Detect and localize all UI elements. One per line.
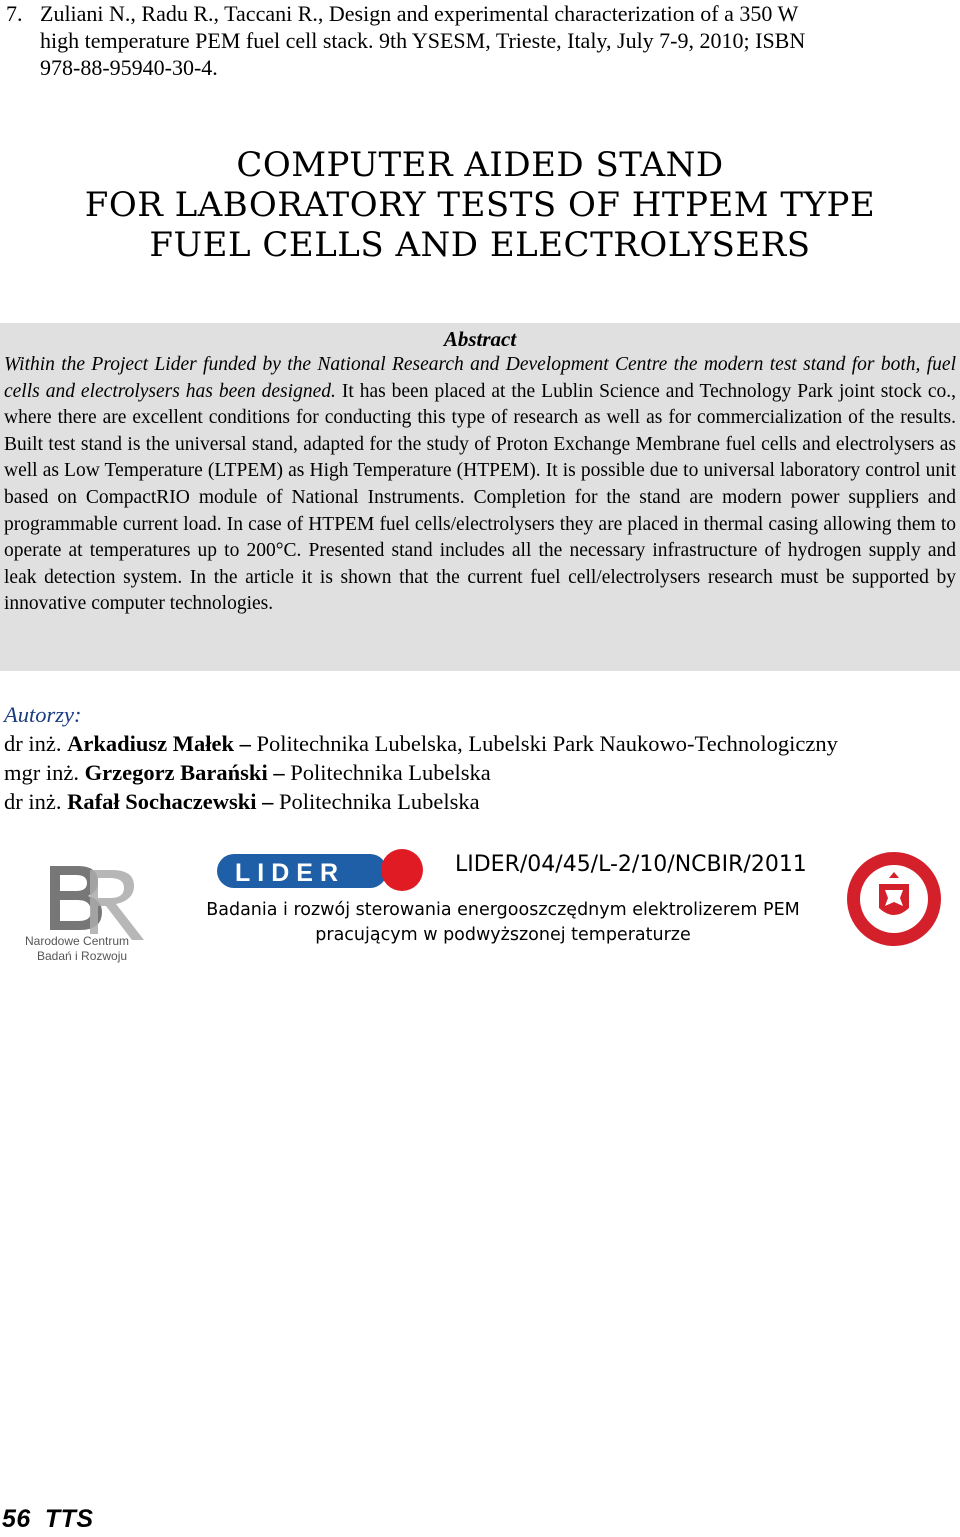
abstract-sentence: In the article it is shown that the current fuel cell/electrolysers research must be supported by innovative computer technologies. (4, 566, 956, 615)
author-title: dr inż. (4, 789, 68, 814)
ncbr-logo-mark (40, 860, 160, 940)
politechnika-lubelska-seal (845, 850, 943, 948)
author-separator: – (234, 731, 257, 756)
author-title: dr inż. (4, 731, 68, 756)
ncbr-text-line-2: Badań i Rozwoju (37, 949, 128, 963)
ncbr-text-line-1: Narodowe Centrum (25, 934, 130, 948)
author-entry (4, 758, 838, 787)
authors-label: Autorzy: (4, 702, 82, 727)
journal-name: TTS (44, 1505, 94, 1533)
grant-code: LIDER/04/45/L-2/10/NCBIR/2011 (455, 852, 807, 877)
ncbr-logo-text (25, 934, 129, 964)
abstract-body (4, 352, 956, 618)
abstract-heading: Abstract (443, 327, 517, 351)
reference-text-1: Zuliani N., Radu R., Taccani R., Design and experimental characterization of a 350 W (40, 1, 799, 26)
abstract-box (0, 323, 960, 671)
abstract-sentence: , where there are excellent conditions for conducting this type of research as well as for commercialization of the results. (4, 380, 956, 429)
paper-title (0, 145, 960, 265)
author-affiliation: Politechnika Lubelska (290, 760, 491, 785)
author-affiliation: Politechnika Lubelska (278, 789, 480, 814)
reference-number: 7. (6, 1, 23, 26)
grant-title (183, 898, 823, 948)
author-separator: – (267, 760, 291, 785)
author-separator: – (256, 789, 279, 814)
authors-section (4, 700, 838, 816)
abstract-sentence: Presented stand includes all the necessary infrastructure of hydrogen supply and leak detection system. (4, 540, 956, 588)
reference-line-2: high temperature PEM fuel cell stack. 9th YSESM, Trieste, Italy, July 7-9, 2010; ISBN (40, 28, 806, 53)
lider-logo (217, 848, 429, 892)
author-affiliation: Politechnika Lubelska, Lubelski Park Naukowo-Technologiczny (256, 731, 838, 756)
abstract-degree: °C. (275, 540, 302, 562)
abstract-sentence: Built test stand is the universal stand, adapted for the study of Proton Exchange Membrane fuel cells and electrolysers as well as Low Temperature (LTPEM) as High Temperature (HTPEM). (4, 433, 956, 482)
page-footer (2, 1505, 94, 1534)
author-entry (4, 787, 838, 816)
author-name: Arkadiusz Małek (67, 731, 234, 756)
reference-line-1 (6, 0, 956, 27)
author-entry (4, 729, 838, 758)
abstract-sentence: In case of HTPEM fuel cells/electrolysers they are placed in thermal casing allowing them to operate at temperatures up to 200 (4, 513, 956, 562)
reference-line-3: 978-88-95940-30-4. (40, 55, 218, 80)
grant-title-line-1: Badania i rozwój sterowania energooszczędnym elektrolizerem PEM (206, 900, 800, 920)
author-name: Rafał Sochaczewski (67, 789, 257, 814)
svg-text:LIDER: LIDER (235, 859, 345, 887)
author-name: Grzegorz Barański (84, 760, 268, 785)
ncbr-logo (22, 860, 162, 965)
abstract-sentence: Within the Project Lider funded by the National Research and Development Centre the modern test stand for both, fuel cells and electrolysers has been designed. (4, 354, 956, 402)
abstract-sentence: Completion for the stand are modern power suppliers and programmable current load. (4, 486, 956, 535)
reference-entry (6, 0, 956, 81)
title-line-3: FUEL CELLS AND ELECTROLYSERS (149, 225, 811, 265)
grant-title-line-2: pracującym w podwyższonej temperaturze (315, 925, 691, 945)
title-line-1: COMPUTER AIDED STAND (236, 145, 724, 185)
abstract-sentence: It has been placed at the Lublin Science and Technology Park joint stock co. (335, 380, 952, 402)
title-line-2: FOR LABORATORY TESTS OF HTPEM TYPE (84, 185, 876, 225)
abstract-sentence: It is possible due to universal laboratory control unit based on CompactRIO module of National Instruments. (4, 460, 956, 508)
sponsor-logos (0, 840, 960, 963)
author-title: mgr inż. (4, 760, 85, 785)
page-number: 56 (2, 1505, 31, 1533)
